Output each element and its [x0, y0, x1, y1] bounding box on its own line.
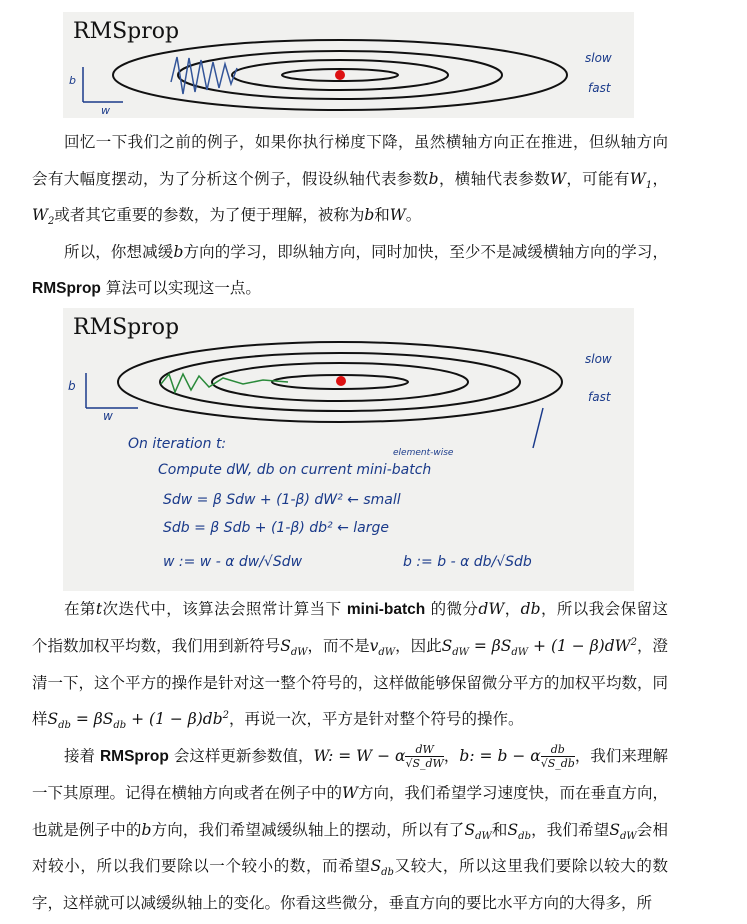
fraction-denominator: √S_db — [540, 757, 575, 770]
math-symbol: dW — [378, 647, 396, 659]
text-run: 和 — [374, 206, 390, 224]
math-symbol: = βS — [70, 710, 114, 728]
math-symbol: = βS — [468, 637, 512, 655]
math-symbol: W — [342, 784, 358, 802]
text-run: 又较大，所以这里我们要除以较大的数字，这样就可以减缓纵轴上的变化。你看这些微分，垂直方向的要比水平方向的大得多，所 — [32, 857, 668, 912]
text-run: ， — [652, 169, 668, 188]
text-run: 算法可以实现这一点。 — [100, 279, 261, 297]
bold-term: RMSprop — [99, 747, 169, 765]
math-symbol: b — [364, 206, 375, 224]
bold-term: RMSprop — [32, 280, 101, 297]
math-symbol: 2 — [630, 636, 637, 648]
fraction-numerator: dW — [405, 743, 443, 757]
math-symbol: db — [518, 830, 531, 842]
math-symbol: S — [47, 710, 59, 728]
math-symbol: + (1 − β)dW — [528, 637, 631, 655]
axis-label-b: b — [68, 378, 76, 393]
text-run: 会相对较小，所以我们要除以一个较小的数，而希望 — [32, 820, 668, 875]
paragraph-3 — [32, 591, 668, 738]
text-run: 所以，你想减缓 — [64, 242, 174, 261]
math-symbol: W — [629, 169, 646, 188]
text-run: 会这样更新参数值， — [168, 746, 314, 765]
math-symbol: S — [609, 820, 620, 839]
math-symbol: S — [441, 637, 453, 655]
text-run: 方向的学习，即纵轴方向，同时加快，至少不是减缓横轴方向的学习， — [183, 242, 668, 261]
text-run: 或者其它重要的参数，为了便于理解，被称为 — [54, 206, 365, 224]
label-slow: slow — [585, 351, 612, 366]
paragraph-2 — [32, 234, 668, 308]
math-symbol: dW — [511, 647, 529, 659]
text-run: 回忆一下我们之前的例子，如果你执行梯度下降，虽然横轴方向正在推进，但纵轴方向会有大幅度摆动，为了分析这个例子，假设纵轴代表参数 — [32, 133, 668, 188]
math-symbol: b — [428, 169, 439, 188]
handwritten-note: On iteration t: — [128, 435, 227, 452]
math-symbol: dW — [452, 647, 469, 659]
text-run: ，横轴代表参数 — [438, 169, 551, 188]
text-run: 次迭代中，该算法会照常计算当下 — [102, 599, 347, 618]
text-run: 。 — [405, 206, 422, 224]
math-symbol: db — [58, 720, 71, 732]
bold-term: mini-batch — [346, 600, 426, 618]
axis-label-w: w — [101, 104, 110, 117]
text-run: ，因此 — [395, 637, 442, 655]
math-symbol: dW — [475, 830, 492, 842]
text-run: ， — [443, 746, 460, 765]
math-symbol: b — [141, 820, 152, 839]
math-symbol: S — [507, 820, 519, 839]
math-symbol: 2 — [47, 216, 55, 228]
axis-label-w: w — [103, 408, 113, 423]
math-symbol: dW — [290, 647, 308, 659]
text-run: ，而不是 — [307, 637, 370, 655]
math-symbol: db — [520, 599, 541, 618]
math-symbol: W — [550, 169, 566, 188]
math-symbol: db — [381, 867, 394, 879]
math-fraction — [405, 743, 443, 770]
handwritten-formula: w := w - α dw/√Sdw — [163, 553, 303, 570]
text-run: 方向，我们希望学习速度快，而在垂直方向，也就是例子中的 — [32, 784, 668, 839]
math-symbol: b: = b − α — [459, 746, 541, 765]
fraction-denominator: √S_dW — [405, 757, 444, 770]
text-run: ，我们希望 — [530, 820, 610, 839]
math-symbol: S — [370, 857, 382, 875]
math-symbol: W: = W − α — [313, 746, 406, 765]
text-run: ， — [504, 599, 521, 618]
text-run: 方向，我们希望减缓纵轴上的摆动，所以有了 — [151, 820, 465, 839]
label-fast: fast — [588, 81, 611, 95]
math-symbol: 1 — [645, 179, 653, 191]
math-symbol: W — [32, 206, 48, 224]
math-symbol: W — [389, 206, 406, 224]
handwritten-formula: Sdw = β Sdw + (1-β) dW² ← small — [163, 491, 401, 508]
axis-label-b: b — [69, 74, 76, 87]
label-fast: fast — [588, 389, 611, 404]
text-run: ，再说一次，平方是针对整个符号的操作。 — [229, 710, 524, 728]
text-run: 接着 — [64, 746, 100, 765]
text-run: ，我们来理解一下其原理。记得在横轴方向或者在例子中的 — [32, 746, 668, 802]
math-symbol: dW — [478, 599, 505, 618]
rmsprop-figure-1 — [63, 12, 634, 118]
math-symbol: t — [95, 599, 103, 618]
text-run: ，所以我会保留这个指数加权平均数，我们用到新符号 — [32, 599, 668, 655]
label-slow: slow — [585, 51, 612, 65]
text-run: ，澄清一下，这个平方的操作是针对这一整个符号的，这样做能够保留微分平方的加权平均数，同样 — [32, 637, 668, 728]
math-symbol: b — [173, 242, 184, 261]
handwritten-formula: b := b - α db/√Sdb — [403, 553, 532, 570]
figure-title: RMSprop — [73, 19, 180, 44]
text-run: 的微分 — [425, 599, 479, 618]
fraction-numerator: db — [541, 743, 575, 757]
math-symbol: 2 — [222, 709, 230, 721]
text-run: 和 — [491, 820, 508, 839]
rmsprop-figure-2 — [63, 308, 634, 591]
figure-title: RMSprop — [73, 314, 180, 340]
math-symbol: db — [113, 720, 127, 732]
handwritten-note: element-wise — [393, 447, 454, 458]
math-symbol: v — [369, 637, 379, 655]
math-symbol: dW — [619, 830, 637, 842]
paragraph-1 — [32, 124, 668, 234]
math-symbol: + (1 − β)db — [126, 710, 223, 728]
text-run: ，可能有 — [565, 169, 630, 188]
math-fraction — [541, 743, 575, 770]
handwritten-note: Compute dW, db on current mini-batch — [158, 461, 432, 478]
handwritten-formula: Sdb = β Sdb + (1-β) db² ← large — [163, 519, 389, 536]
text-run: 在第 — [64, 599, 96, 618]
math-symbol: S — [464, 820, 476, 839]
math-symbol: S — [280, 637, 291, 655]
paragraph-4 — [32, 738, 668, 922]
